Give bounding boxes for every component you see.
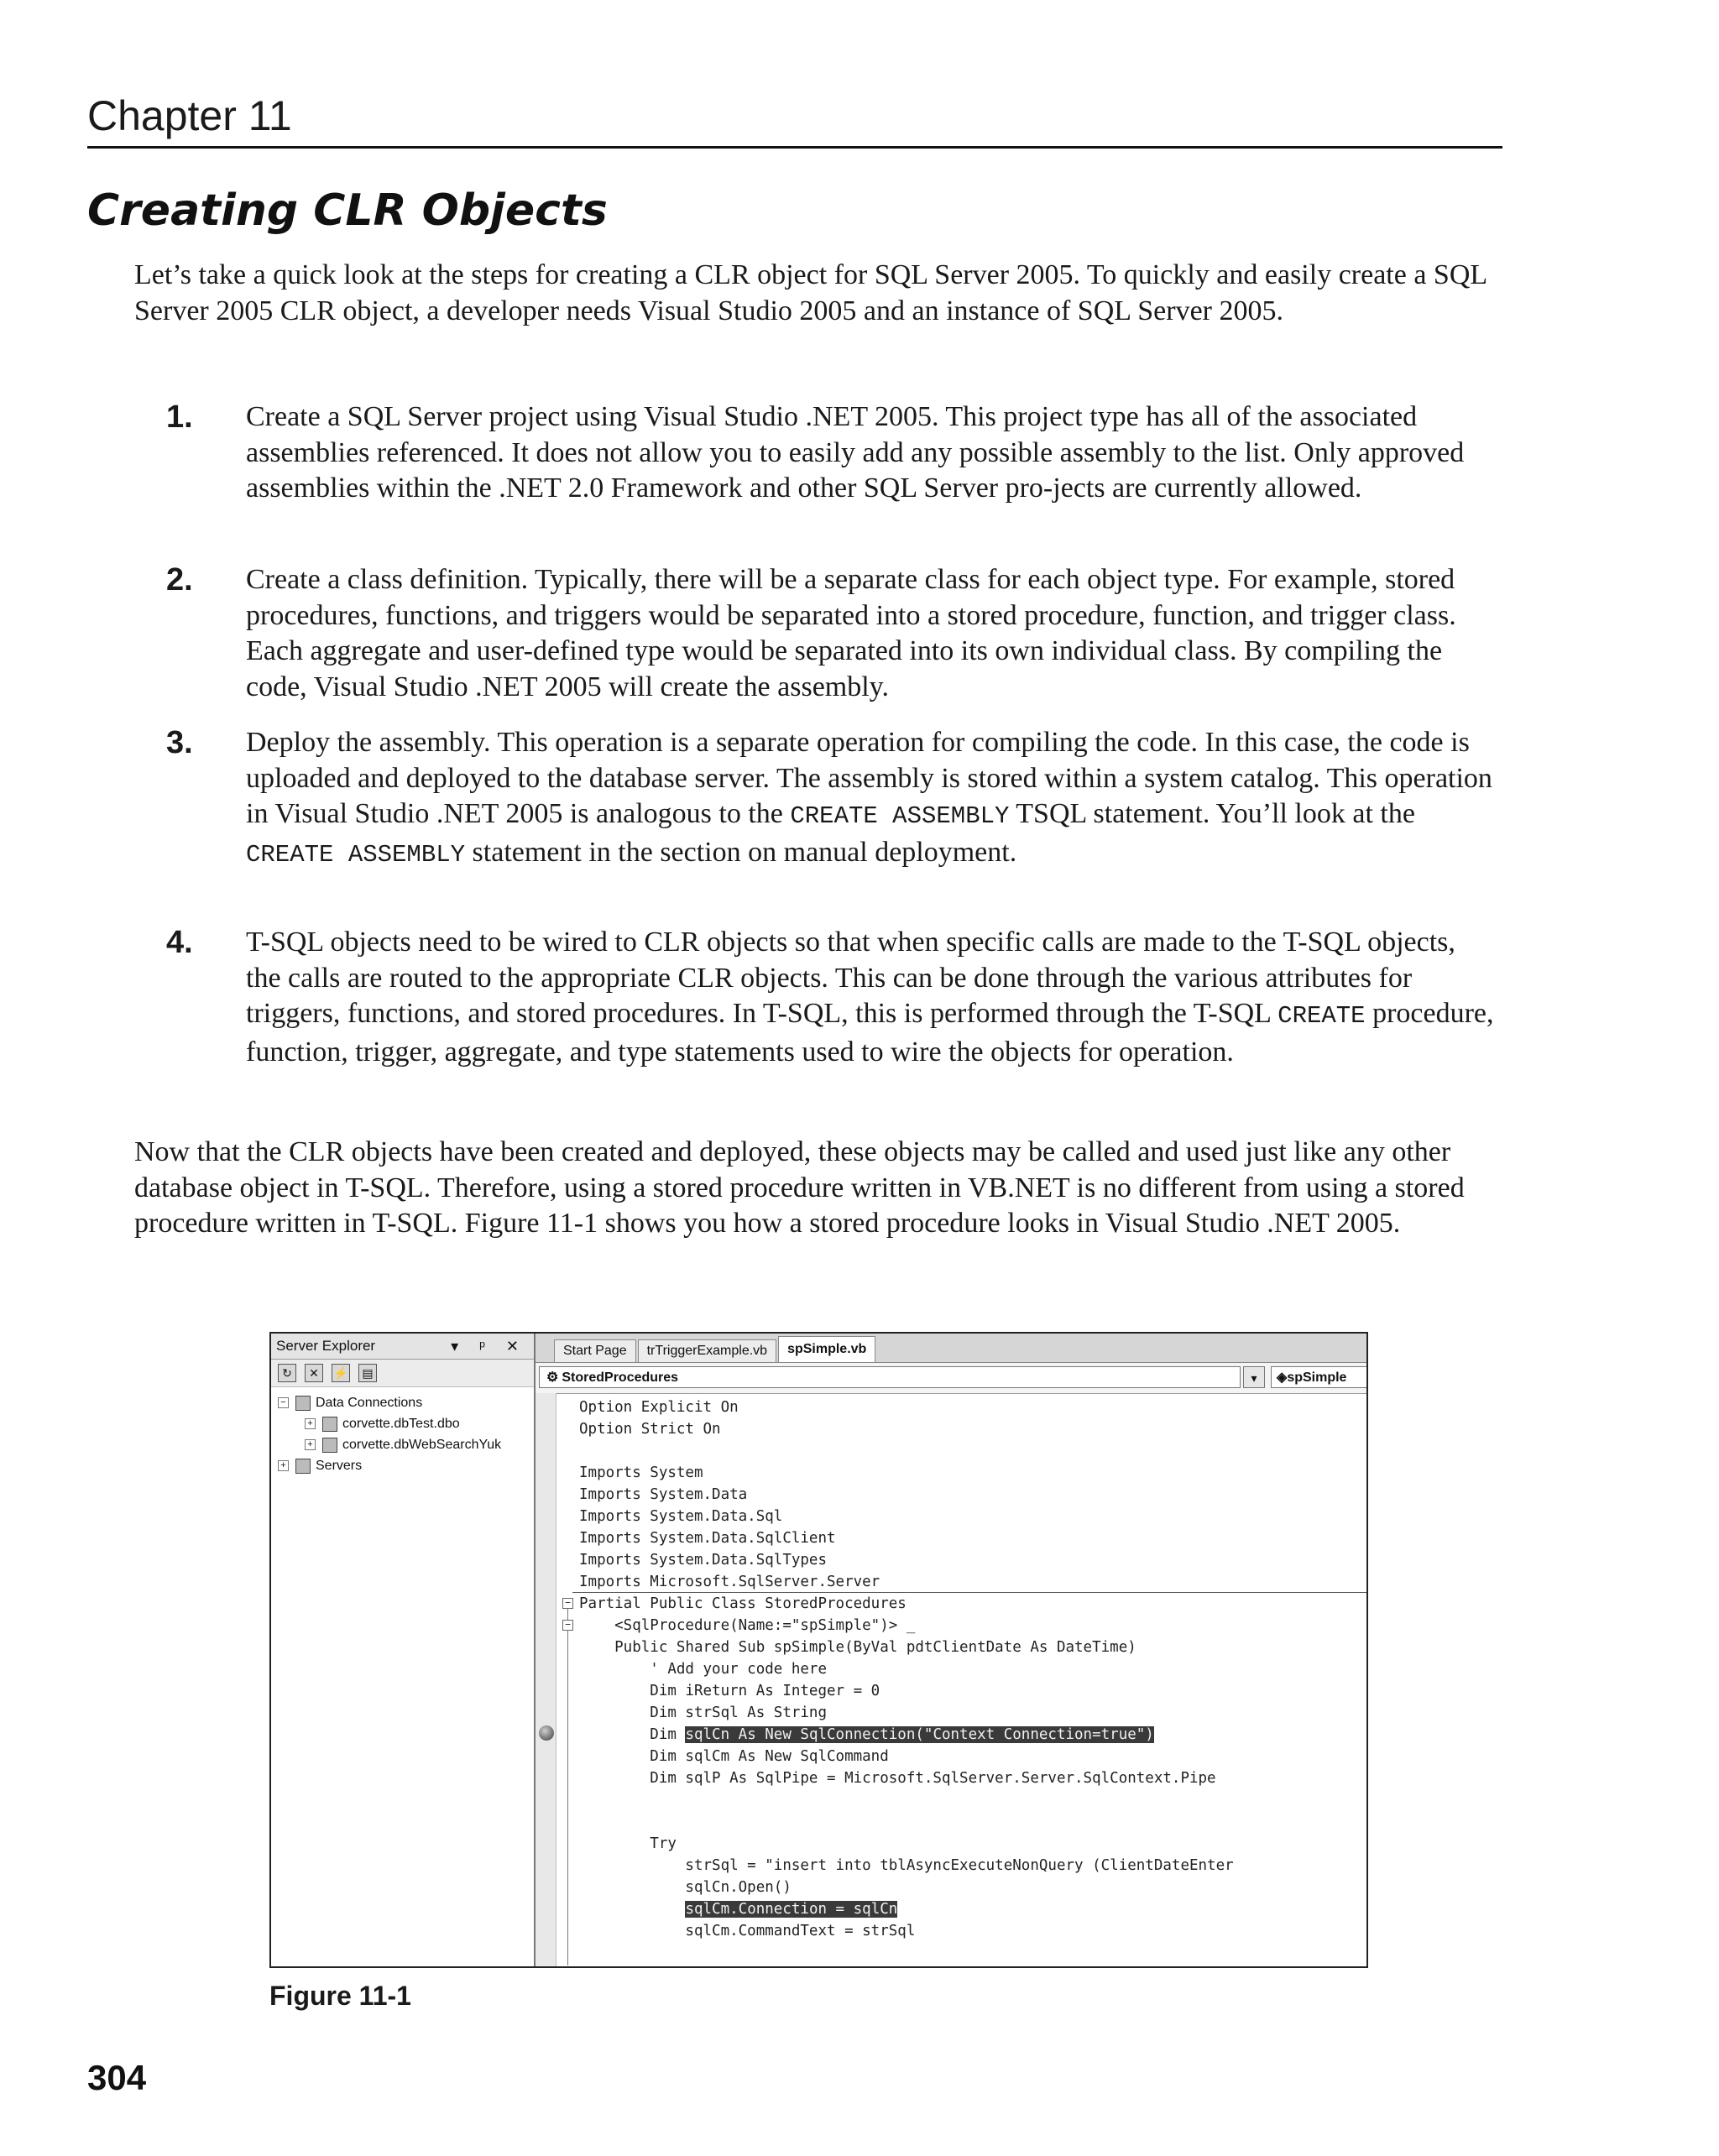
step-text: Create a class definition. Typically, there will be a separate class for each object type. For example, stored procedures, functions, and triggers would be separated into a stored procedure, function, and trigger class. Each aggregate and user-defined type would be separated into its own individual class. By compiling the code, Visual Studio .NET 2005 will create the assembly. (246, 564, 1456, 702)
code-line: sqlCm.CommandText = strSql (579, 1923, 916, 1939)
code-line: strSql = "insert into tblAsyncExecuteNonQuery (ClientDateEnter (579, 1857, 1234, 1874)
step-number: 4. (166, 925, 193, 960)
code-line: ' Add your code here (579, 1661, 828, 1678)
tree-item-label: corvette.dbWebSearchYuk (342, 1438, 502, 1452)
outline-line (567, 1630, 568, 1965)
code-line (579, 1898, 897, 1920)
step-text-part: TSQL statement. You’ll look at the (1009, 798, 1415, 829)
figure-caption: Figure 11-1 (269, 1981, 411, 2011)
breakpoint-highlight: sqlCm.Connection = sqlCn (685, 1901, 898, 1918)
tree-item-servers[interactable] (271, 1455, 534, 1476)
page-number: 304 (87, 2058, 147, 2097)
chapter-header: Chapter 11 (87, 91, 1502, 149)
server-explorer-title: Server Explorer (276, 1338, 376, 1354)
step-text-part: T-SQL objects need to be wired to CLR objects so that when specific calls are made to the T-SQL objects, the calls are routed to the appropriate CLR objects. This can be done through the various attributes for triggers, functions, and stored procedures. In T-SQL, this is performed through the T-SQL (246, 927, 1455, 1029)
code-line: Imports System.Data.SqlTypes (579, 1552, 828, 1569)
code-line (579, 1724, 1154, 1746)
method-dropdown-value: spSimple (1287, 1370, 1347, 1385)
code-line: Imports System.Data.SqlClient (579, 1530, 836, 1547)
figure-screenshot (269, 1332, 1368, 1968)
code-line: Imports System (579, 1464, 703, 1481)
step-number: 2. (166, 562, 193, 598)
section-title: Creating CLR Objects (87, 185, 608, 236)
server-icon (295, 1459, 311, 1474)
breakpoint-icon[interactable] (539, 1725, 554, 1741)
inline-code: CREATE ASSEMBLY (790, 802, 1010, 830)
inline-code: CREATE ASSEMBLY (246, 840, 466, 869)
tree-item-connection[interactable] (271, 1434, 534, 1455)
refresh-icon[interactable]: ↻ (278, 1364, 296, 1382)
step-number: 3. (166, 725, 193, 760)
panel-controls[interactable]: ▾ ᵖ ✕ (451, 1338, 527, 1355)
tree-item-connection[interactable] (271, 1413, 534, 1434)
tab-start-page[interactable]: Start Page (554, 1339, 636, 1362)
tree-item-label: Data Connections (316, 1396, 423, 1410)
code-line: Imports System.Data.Sql (579, 1508, 783, 1525)
inline-code: CREATE (1277, 1002, 1366, 1030)
code-line: sqlCn.Open() (579, 1879, 792, 1896)
document-tabs (536, 1334, 1366, 1363)
tab-spsimple[interactable]: spSimple.vb (778, 1336, 875, 1362)
code-line: Option Strict On (579, 1421, 721, 1438)
expand-icon[interactable]: + (305, 1439, 316, 1450)
collapse-icon[interactable]: − (562, 1598, 573, 1609)
stop-icon[interactable]: ✕ (305, 1364, 323, 1382)
database-icon (322, 1417, 337, 1432)
closing-paragraph: Now that the CLR objects have been created and deployed, these objects may be called and used just like any other database object in T-SQL. Therefore, using a stored procedure written in VB.NET is no different from using a stored procedure written in T-SQL. Figure 11-1 shows you how a stored procedure looks in Visual Studio .NET 2005. (134, 1136, 1465, 1239)
code-line-prefix: Dim (579, 1726, 686, 1743)
connection-tree (271, 1387, 534, 1476)
step-text-part: procedure, function, trigger, aggregate, and type statements used to wire the objects for operation. (246, 998, 1494, 1068)
database-icon (295, 1396, 311, 1411)
code-lines[interactable] (536, 1393, 1366, 1966)
code-line: <SqlProcedure(Name:="spSimple")> _ (579, 1617, 916, 1634)
code-line: Dim iReturn As Integer = 0 (579, 1683, 880, 1699)
chevron-down-icon[interactable]: ▾ (1243, 1366, 1265, 1388)
step-text-part: statement in the section on manual deployment. (465, 836, 1017, 868)
code-editor (536, 1334, 1366, 1966)
database-icon (322, 1438, 337, 1453)
tree-item-label: corvette.dbTest.dbo (342, 1417, 460, 1431)
outline-line (567, 1608, 568, 1620)
class-dropdown-value: StoredProcedures (562, 1370, 679, 1385)
code-line: Imports System.Data (579, 1486, 748, 1503)
code-line: Dim sqlP As SqlPipe = Microsoft.SqlServer.Server.SqlContext.Pipe (579, 1770, 1216, 1787)
step-text (246, 725, 1497, 873)
server-explorer-toolbar (271, 1360, 534, 1387)
intro-paragraph: Let’s take a quick look at the steps for creating a CLR object for SQL Server 2005. To quickly and easily create a SQL Server 2005 CLR object, a developer needs Visual Studio 2005 and an instance of SQL Server 2005. (134, 259, 1486, 326)
navigation-bar (536, 1363, 1366, 1394)
code-line: Dim strSql As String (579, 1704, 828, 1721)
tab-trtriggerexample[interactable]: trTriggerExample.vb (638, 1339, 776, 1362)
code-line: Imports Microsoft.SqlServer.Server (579, 1574, 880, 1590)
code-line: Option Explicit On (579, 1399, 739, 1416)
code-line: Partial Public Class StoredProcedures (579, 1595, 907, 1612)
collapse-icon[interactable]: − (278, 1397, 289, 1408)
collapse-icon[interactable]: − (562, 1620, 573, 1631)
server-explorer-panel (271, 1334, 536, 1966)
tree-item-data-connections[interactable] (271, 1392, 534, 1413)
method-icon: ◈ (1277, 1370, 1288, 1385)
server-explorer-titlebar (271, 1334, 534, 1360)
step-text-part: Deploy the assembly. This operation is a separate operation for compiling the code. In this case, the code is uploaded and deployed to the database server. The assembly is stored within a system catalog. This operation in Visual Studio .NET 2005 is analogous to the (246, 727, 1492, 829)
step-text: Create a SQL Server project using Visual Studio .NET 2005. This project type has all of the associated assemblies referenced. It does not allow you to easily add any possible assembly to the list. Only approved assemblies within the .NET 2.0 Framework and other SQL Server pro-jects are currently allowed. (246, 401, 1465, 504)
class-dropdown[interactable] (539, 1366, 1241, 1388)
connect-server-icon[interactable]: ▤ (358, 1364, 377, 1382)
tree-item-label: Servers (316, 1459, 363, 1473)
code-line: Public Shared Sub spSimple(ByVal pdtClientDate As DateTime) (579, 1639, 1136, 1656)
step-text (246, 925, 1497, 1070)
class-icon: ⚙ (546, 1370, 559, 1385)
connect-database-icon[interactable]: ⚡ (332, 1364, 350, 1382)
expand-icon[interactable]: + (305, 1418, 316, 1429)
step-number: 1. (166, 399, 193, 435)
code-line-prefix (579, 1901, 685, 1918)
code-line: Try (579, 1835, 677, 1852)
method-dropdown[interactable] (1271, 1366, 1368, 1388)
breakpoint-highlight: sqlCn As New SqlConnection("Context Connection=true") (685, 1726, 1154, 1743)
expand-icon[interactable]: + (278, 1460, 289, 1471)
code-line: Dim sqlCm As New SqlCommand (579, 1748, 889, 1765)
